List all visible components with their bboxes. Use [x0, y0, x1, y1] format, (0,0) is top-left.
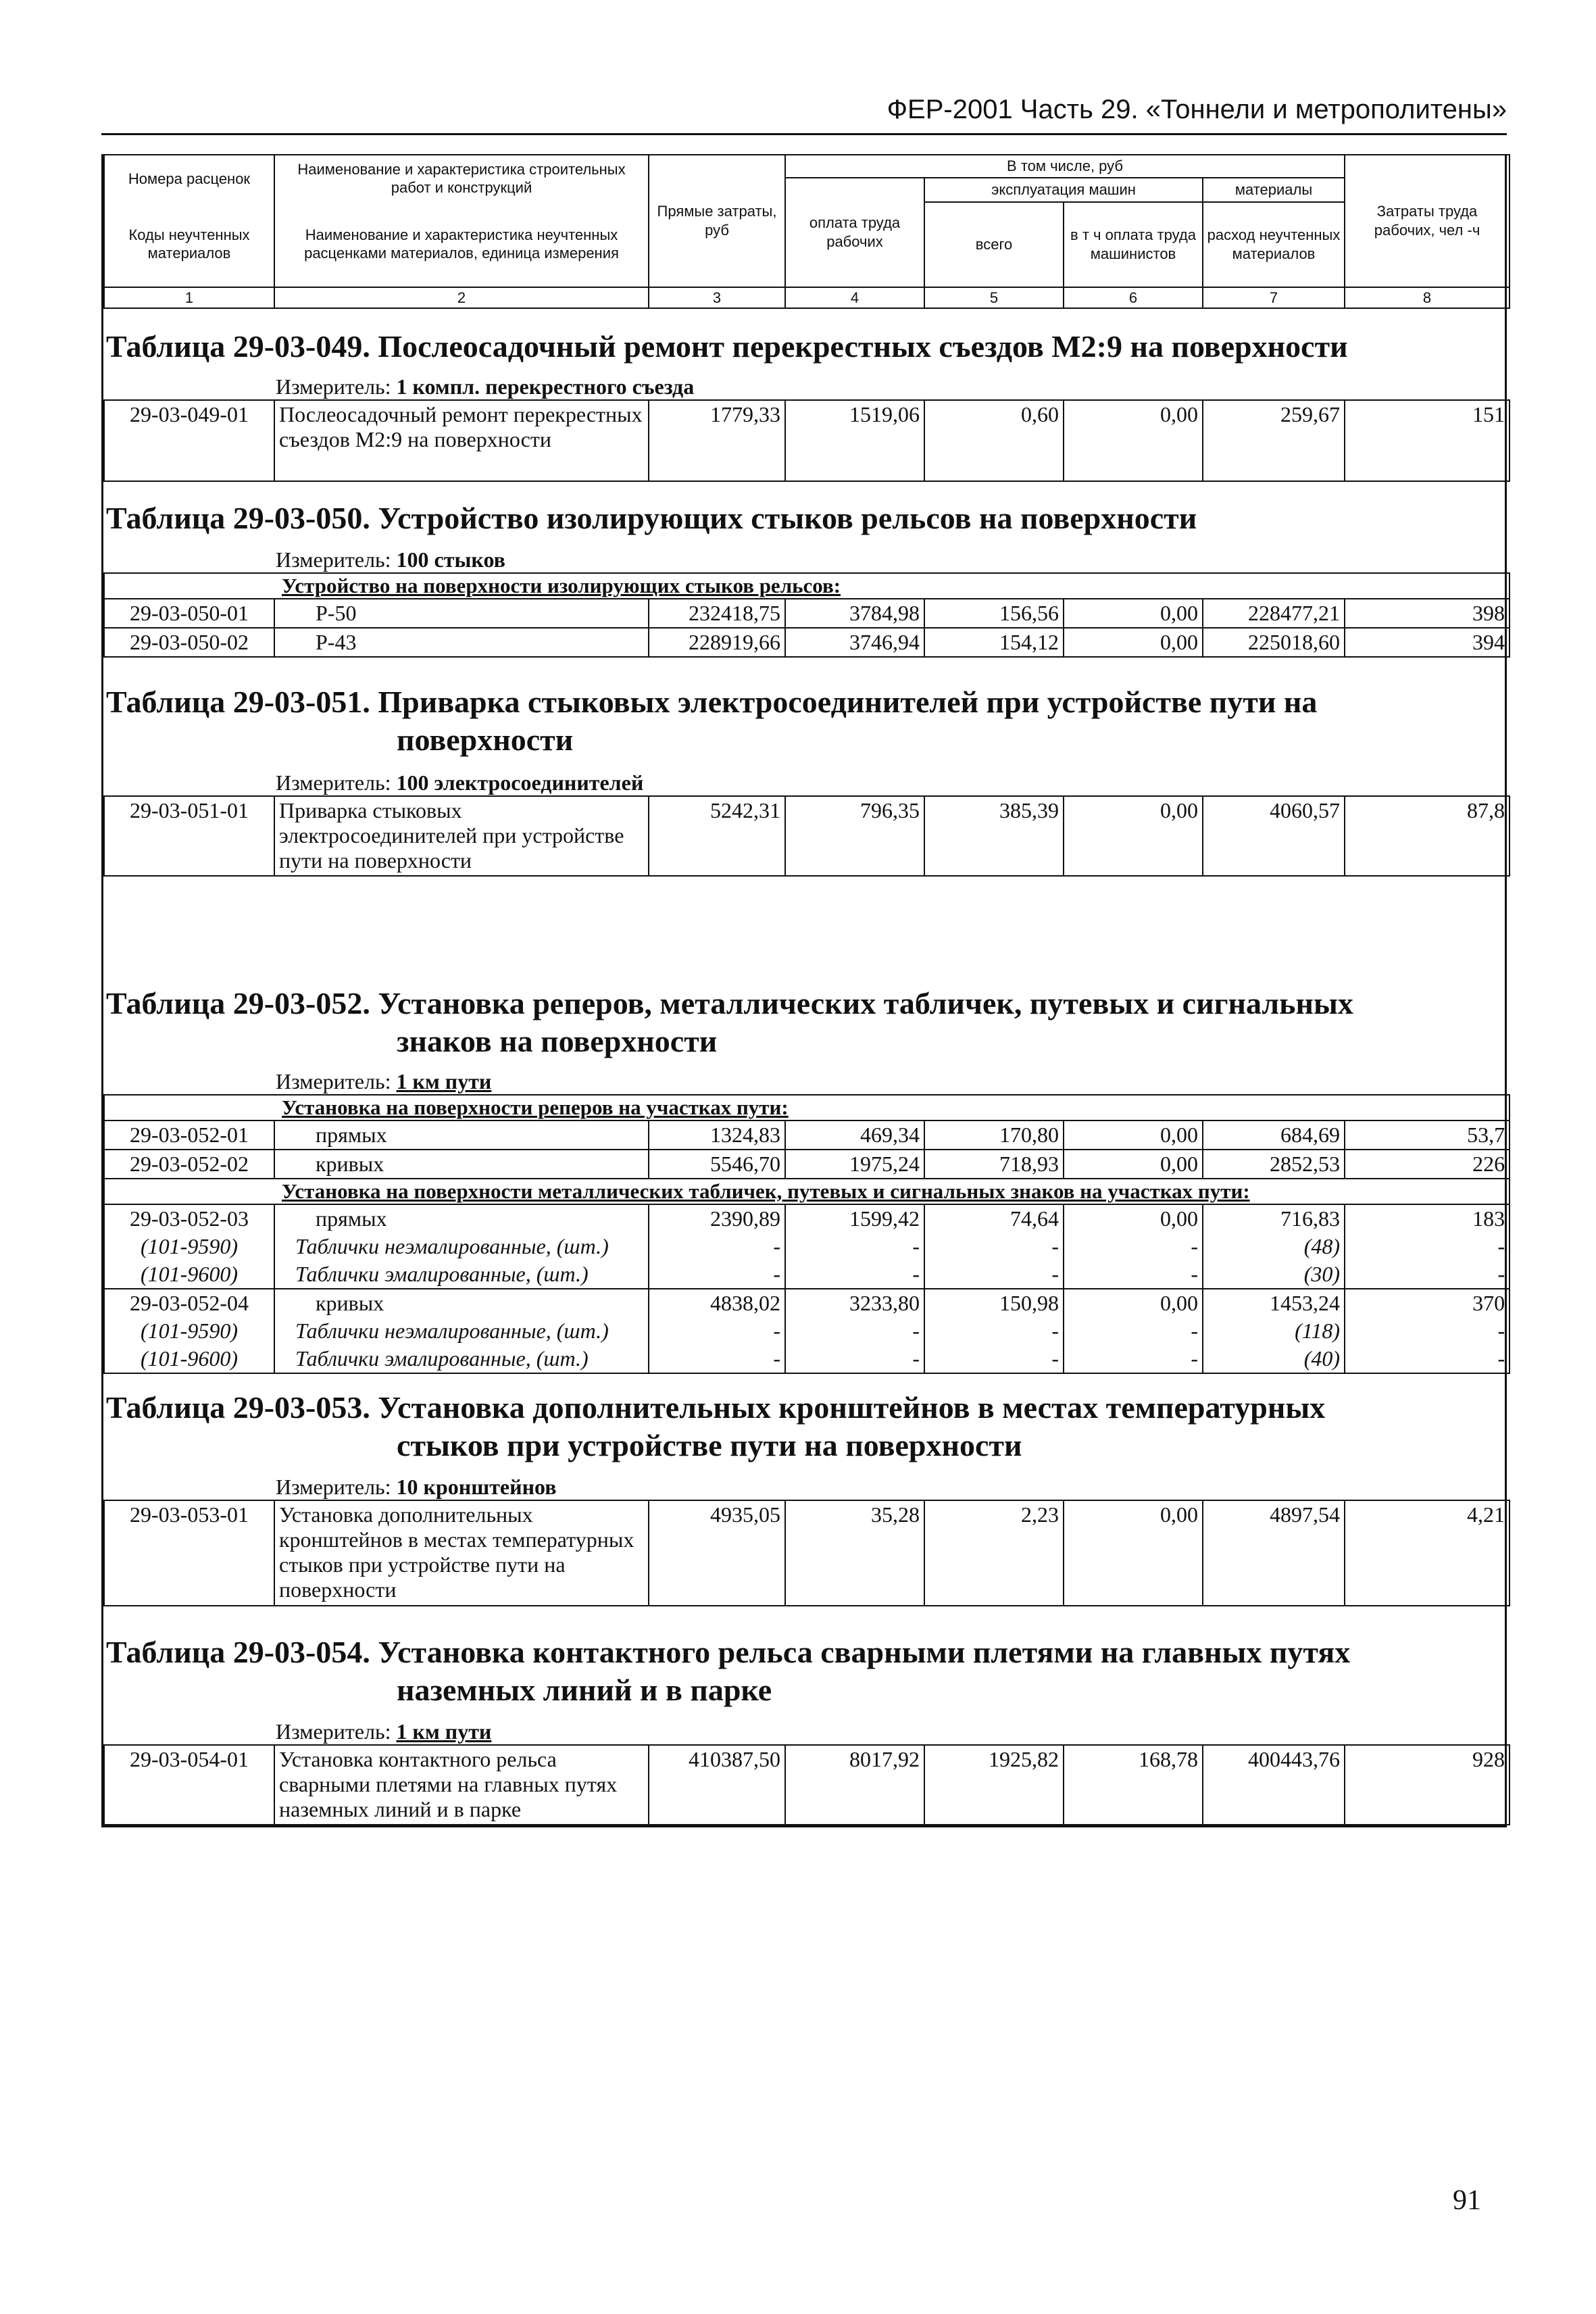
table-cell: 3784,98 [785, 599, 924, 628]
table-row [104, 1345, 1510, 1373]
table-cell: 232418,75 [649, 599, 785, 628]
table-cell: прямых [274, 1121, 649, 1150]
column-header-table [103, 154, 1510, 309]
col-labor-pay: оплата труда рабочих [785, 178, 924, 287]
table-cell: 2390,89 [649, 1204, 785, 1233]
table-cell: 0,00 [1064, 1204, 1203, 1233]
table-cell: - [649, 1233, 785, 1260]
table-049-title: Таблица 29-03-049. Послеосадочный ремонт перекрестных съездов М2:9 на поверхности [106, 329, 1348, 364]
table-cell: 29-03-052-03 [104, 1204, 274, 1233]
col-machines-total: всего [924, 202, 1064, 287]
table-cell: Таблички эмалированные, (шт.) [274, 1345, 649, 1373]
table-row [104, 1289, 1510, 1317]
col-num: 1 [104, 287, 274, 309]
table-cell: Таблички неэмалированные, (шт.) [274, 1233, 649, 1260]
table-cell: - [924, 1345, 1064, 1373]
table-cell: 4897,54 [1203, 1500, 1345, 1606]
table-cell: 5242,31 [649, 796, 785, 876]
table-cell: 716,83 [1203, 1204, 1345, 1233]
table-052-subhead-2: Установка на поверхности металлических табличек, путевых и сигнальных знаков на участках пути: [104, 1179, 1510, 1204]
table-cell: 228477,21 [1203, 599, 1345, 628]
table-cell: 259,67 [1203, 400, 1345, 481]
col-including: В том числе, руб [785, 155, 1345, 178]
table-050-meter: Измеритель: 100 стыков [276, 547, 505, 572]
table-054-title: Таблица 29-03-054. Установка контактного рельса сварными плетями на главных путях наземных линий и в парке [106, 1635, 1351, 1707]
table-cell: - [1345, 1260, 1510, 1289]
table-cell: 87,8 [1345, 796, 1510, 876]
col-num: 8 [1345, 287, 1510, 309]
table-cell: 796,35 [785, 796, 924, 876]
table-052-data [103, 1094, 1510, 1374]
col-machines: эксплуатация машин [924, 178, 1203, 202]
table-049-meter: Измеритель: 1 компл. перекрестного съезда [276, 374, 695, 399]
table-row [104, 796, 1510, 876]
col-num: 3 [649, 287, 785, 309]
table-cell: 718,93 [924, 1150, 1064, 1179]
table-cell: - [1345, 1317, 1510, 1345]
table-051-title: Таблица 29-03-051. Приварка стыковых электросоединителей при устройстве пути на поверхности [106, 685, 1318, 757]
table-cell: кривых [274, 1150, 649, 1179]
table-049-data [103, 399, 1510, 482]
col-num: 6 [1064, 287, 1203, 309]
col-name-top: Наименование и характеристика строительных работ и конструкций [274, 155, 649, 202]
table-cell: 29-03-052-04 [104, 1289, 274, 1317]
table-cell: (30) [1203, 1260, 1345, 1289]
table-row [104, 599, 1510, 628]
table-cell: (101-9590) [104, 1233, 274, 1260]
table-row [104, 1745, 1510, 1825]
table-cell: 0,00 [1064, 1289, 1203, 1317]
table-cell: 29-03-051-01 [104, 796, 274, 876]
table-cell: 1925,82 [924, 1745, 1064, 1825]
table-053-data [103, 1500, 1510, 1606]
table-cell: 0,00 [1064, 1500, 1203, 1606]
table-cell: Установка дополнительных кронштейнов в местах температурных стыков при устройстве пути на поверхности [274, 1500, 649, 1606]
table-052-subhead-1: Установка на поверхности реперов на участках пути: [104, 1095, 1510, 1121]
table-cell: 684,69 [1203, 1121, 1345, 1150]
table-cell: Послеосадочный ремонт перекрестных съездов М2:9 на поверхности [274, 400, 649, 481]
table-cell: 0,00 [1064, 400, 1203, 481]
table-cell: 150,98 [924, 1289, 1064, 1317]
table-cell: 156,56 [924, 599, 1064, 628]
table-cell: 1324,83 [649, 1121, 785, 1150]
table-cell: 29-03-050-01 [104, 599, 274, 628]
table-cell: кривых [274, 1289, 649, 1317]
col-labor-hours: Затраты труда рабочих, чел -ч [1345, 155, 1510, 287]
table-cell: 151 [1345, 400, 1510, 481]
table-row [104, 1317, 1510, 1345]
table-cell: 385,39 [924, 796, 1064, 876]
table-cell: 154,12 [924, 628, 1064, 657]
table-cell: - [785, 1233, 924, 1260]
table-cell: Приварка стыковых электросоединителей при устройстве пути на поверхности [274, 796, 649, 876]
table-cell: - [1345, 1233, 1510, 1260]
col-materials-usage: расход неучтенных материалов [1203, 202, 1345, 287]
table-cell: - [785, 1260, 924, 1289]
table-cell: 170,80 [924, 1121, 1064, 1150]
table-cell: Таблички эмалированные, (шт.) [274, 1260, 649, 1289]
col-codes-bottom: Коды неучтенных материалов [104, 202, 274, 287]
table-cell: 4838,02 [649, 1289, 785, 1317]
table-cell: 168,78 [1064, 1745, 1203, 1825]
table-cell: - [649, 1260, 785, 1289]
table-cell: 183 [1345, 1204, 1510, 1233]
col-machinists-pay: в т ч оплата труда машинистов [1064, 202, 1203, 287]
table-cell: 398 [1345, 599, 1510, 628]
table-cell: 0,60 [924, 400, 1064, 481]
table-cell: 225018,60 [1203, 628, 1345, 657]
table-052-meter: Измеритель: 1 км пути [276, 1069, 492, 1093]
table-cell: 1779,33 [649, 400, 785, 481]
table-cell: 4935,05 [649, 1500, 785, 1606]
table-050-subhead: Устройство на поверхности изолирующих стыков рельсов: [104, 573, 1510, 599]
col-num: 7 [1203, 287, 1345, 309]
col-name-bottom: Наименование и характеристика неучтенных расценками материалов, единица измерения [274, 202, 649, 287]
table-cell: - [649, 1317, 785, 1345]
table-cell: 226 [1345, 1150, 1510, 1179]
table-cell: 3746,94 [785, 628, 924, 657]
table-053-meter: Измеритель: 10 кронштейнов [276, 1475, 557, 1499]
table-cell: - [924, 1233, 1064, 1260]
col-num: 4 [785, 287, 924, 309]
table-cell: - [1064, 1345, 1203, 1373]
table-cell: 29-03-054-01 [104, 1745, 274, 1825]
table-054-data [103, 1744, 1510, 1825]
col-codes-top: Номера расценок [104, 155, 274, 202]
table-cell: - [1064, 1317, 1203, 1345]
table-cell: - [1345, 1345, 1510, 1373]
table-cell: Таблички неэмалированные, (шт.) [274, 1317, 649, 1345]
page-number: 91 [1453, 2185, 1481, 2216]
table-050-title: Таблица 29-03-050. Устройство изолирующих стыков рельсов на поверхности [106, 501, 1197, 535]
table-cell: 2852,53 [1203, 1150, 1345, 1179]
table-cell: прямых [274, 1204, 649, 1233]
col-materials: материалы [1203, 178, 1345, 202]
table-cell: 3233,80 [785, 1289, 924, 1317]
table-cell: 53,7 [1345, 1121, 1510, 1150]
table-row [104, 1500, 1510, 1606]
table-cell: 410387,50 [649, 1745, 785, 1825]
table-cell: 394 [1345, 628, 1510, 657]
table-cell: 8017,92 [785, 1745, 924, 1825]
table-row [104, 1260, 1510, 1289]
col-direct: Прямые затраты, руб [649, 155, 785, 287]
document-body [101, 154, 1507, 1827]
table-cell: 0,00 [1064, 1121, 1203, 1150]
table-050-data [103, 572, 1510, 658]
table-row [104, 1233, 1510, 1260]
table-cell: 1453,24 [1203, 1289, 1345, 1317]
table-cell: Р-50 [274, 599, 649, 628]
table-row [104, 1150, 1510, 1179]
table-cell: - [649, 1345, 785, 1373]
table-cell: 2,23 [924, 1500, 1064, 1606]
table-052-title: Таблица 29-03-052. Установка реперов, металлических табличек, путевых и сигнальных знаков на поверхности [106, 986, 1353, 1058]
table-cell: 1599,42 [785, 1204, 924, 1233]
table-cell: 29-03-050-02 [104, 628, 274, 657]
table-cell: Р-43 [274, 628, 649, 657]
table-cell: (101-9590) [104, 1317, 274, 1345]
table-cell: 0,00 [1064, 796, 1203, 876]
table-cell: Установка контактного рельса сварными плетями на главных путях наземных линий и в парке [274, 1745, 649, 1825]
table-cell: 400443,76 [1203, 1745, 1345, 1825]
table-cell: 29-03-052-02 [104, 1150, 274, 1179]
table-row [104, 1121, 1510, 1150]
table-cell: - [785, 1345, 924, 1373]
table-cell: 29-03-049-01 [104, 400, 274, 481]
table-051-data [103, 795, 1510, 877]
table-cell: (48) [1203, 1233, 1345, 1260]
page-header: ФЕР-2001 Часть 29. «Тоннели и метрополитены» [101, 95, 1507, 135]
table-054-meter: Измеритель: 1 км пути [276, 1719, 492, 1744]
table-row [104, 400, 1510, 481]
table-cell: 1519,06 [785, 400, 924, 481]
table-cell: 35,28 [785, 1500, 924, 1606]
table-cell: 0,00 [1064, 1150, 1203, 1179]
table-cell: 4060,57 [1203, 796, 1345, 876]
col-num: 5 [924, 287, 1064, 309]
table-cell: 1975,24 [785, 1150, 924, 1179]
table-cell: 0,00 [1064, 599, 1203, 628]
table-row [104, 628, 1510, 657]
table-cell: (118) [1203, 1317, 1345, 1345]
col-num: 2 [274, 287, 649, 309]
table-cell: - [924, 1260, 1064, 1289]
table-cell: - [924, 1317, 1064, 1345]
table-cell: 29-03-052-01 [104, 1121, 274, 1150]
table-cell: 469,34 [785, 1121, 924, 1150]
table-cell: 29-03-053-01 [104, 1500, 274, 1606]
table-053-title: Таблица 29-03-053. Установка дополнительных кронштейнов в местах температурных стыков при устройстве пути на поверхности [106, 1390, 1326, 1462]
table-cell: 370 [1345, 1289, 1510, 1317]
table-cell: 228919,66 [649, 628, 785, 657]
table-cell: (101-9600) [104, 1260, 274, 1289]
table-cell: 4,21 [1345, 1500, 1510, 1606]
table-cell: 0,00 [1064, 628, 1203, 657]
table-051-meter: Измеритель: 100 электросоединителей [276, 770, 644, 795]
table-row [104, 1204, 1510, 1233]
table-cell: (101-9600) [104, 1345, 274, 1373]
table-cell: - [1064, 1233, 1203, 1260]
table-cell: 74,64 [924, 1204, 1064, 1233]
table-cell: 5546,70 [649, 1150, 785, 1179]
table-cell: - [1064, 1260, 1203, 1289]
table-cell: (40) [1203, 1345, 1345, 1373]
table-cell: 928 [1345, 1745, 1510, 1825]
table-cell: - [785, 1317, 924, 1345]
